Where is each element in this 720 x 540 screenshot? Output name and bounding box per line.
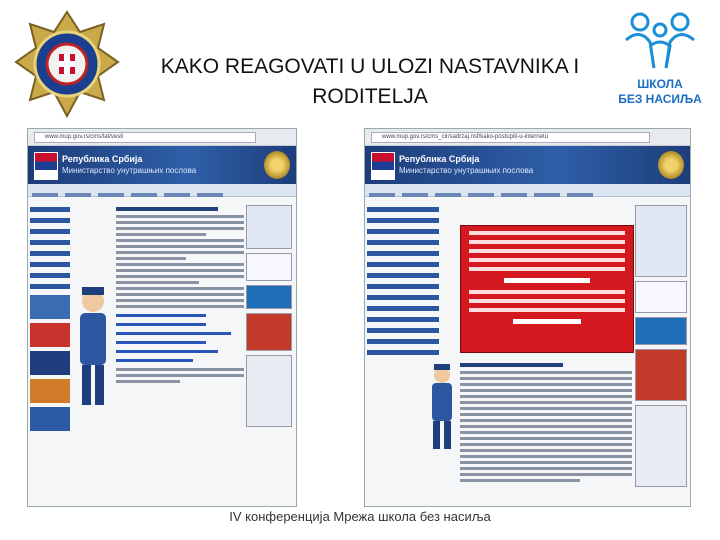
left-website-screenshot: [27, 128, 297, 507]
alert-red-box: [460, 225, 634, 353]
banner-subtitle: Министарство унутрашњих послова: [62, 166, 197, 175]
right-website-screenshot: [364, 128, 691, 507]
serbian-flag-icon: [371, 152, 395, 180]
police-cartoon-illustration: [427, 361, 457, 451]
right-sidebar: [246, 201, 292, 431]
banner-title: Република Србија: [62, 154, 143, 164]
left-navigation: [30, 201, 70, 435]
left-navigation: [367, 201, 439, 361]
logo-text-line1: ШКОЛА: [637, 77, 683, 91]
police-badge-icon: [12, 8, 122, 126]
coat-of-arms-icon: [264, 151, 290, 179]
article-content: [460, 357, 632, 485]
slide-title: KAKO REAGOVATI U ULOZI NASTAVNIKA I RODITELJA: [160, 55, 580, 108]
banner-subtitle: Министарство унутрашњих послова: [399, 166, 534, 175]
ministry-banner: [365, 146, 690, 184]
coat-of-arms-icon: [658, 151, 684, 179]
url-field: www.mup.gov.rs/cms_cir/sadrzaj.nsf/kako-postupiti-u-internetu: [371, 132, 650, 143]
site-menu: [365, 184, 690, 197]
banner-title: Република Србија: [399, 154, 480, 164]
url-field: www.mup.gov.rs/cms/lat/vesti: [34, 132, 256, 143]
school-without-violence-logo: [606, 10, 714, 110]
right-sidebar: [635, 201, 687, 491]
browser-address-bar: [365, 129, 690, 146]
children-logo-icon: [620, 10, 700, 72]
site-menu: [28, 184, 296, 197]
serbian-flag-icon: [34, 152, 58, 180]
police-cartoon-illustration: [72, 279, 114, 419]
logo-text-line2: БЕЗ НАСИЉА: [618, 92, 702, 106]
article-content: [116, 201, 244, 386]
browser-address-bar: [28, 129, 296, 146]
ministry-banner: [28, 146, 296, 184]
slide-footer: IV конференција Мрежа школа без насиља: [229, 509, 491, 524]
